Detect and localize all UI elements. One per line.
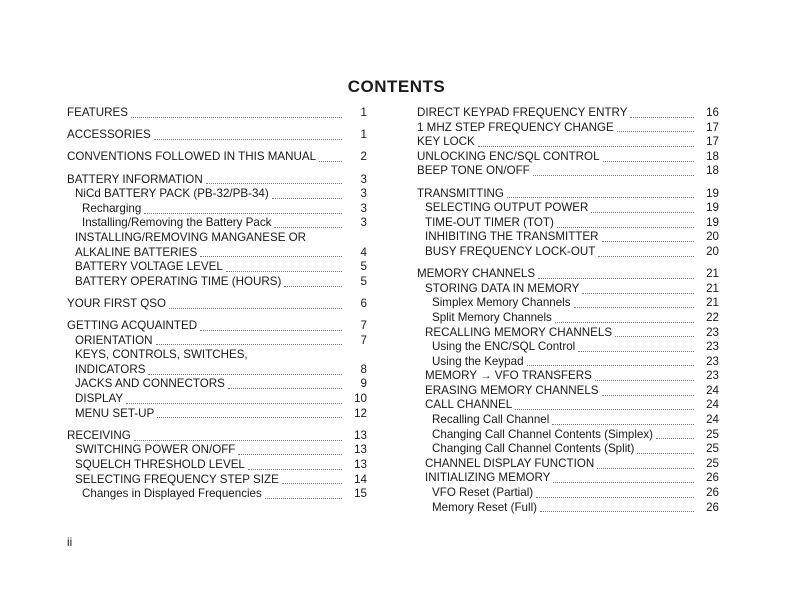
toc-entry-page: 13 <box>354 458 367 472</box>
toc-entry <box>417 135 719 150</box>
toc-entry <box>417 340 719 355</box>
toc-entry-title: Using the Keypad <box>432 354 524 368</box>
toc-entry <box>67 429 367 444</box>
toc-entry <box>67 187 367 202</box>
toc-entry-title: Recalling Call Channel <box>432 413 550 427</box>
toc-entry <box>67 319 367 334</box>
toc-entry-page: 20 <box>706 230 719 244</box>
toc-entry-page: 16 <box>706 106 719 119</box>
toc-entry-page: 19 <box>706 186 719 200</box>
dot-leader <box>274 219 342 228</box>
dot-leader <box>527 357 694 366</box>
dot-leader <box>226 263 342 272</box>
dot-leader <box>284 278 342 287</box>
dot-leader <box>582 285 694 294</box>
toc-entry-title: UNLOCKING ENC/SQL CONTROL <box>417 149 600 163</box>
toc-entry-title: INSTALLING/REMOVING MANGANESE OR <box>75 230 307 244</box>
toc-entry-title: CALL CHANNEL <box>425 398 513 412</box>
toc-entry-page: 25 <box>706 456 719 470</box>
toc-entry-title: Changes in Displayed Frequencies <box>82 487 262 501</box>
toc-entry-title: ORIENTATION <box>75 333 153 347</box>
dot-leader <box>615 328 694 337</box>
toc-entry <box>67 443 367 458</box>
toc-entry-page: 15 <box>354 487 367 501</box>
page-number: ii <box>67 536 73 549</box>
dot-leader <box>591 204 694 213</box>
toc-entry <box>417 326 719 341</box>
dot-leader <box>200 322 342 331</box>
dot-leader <box>574 299 694 308</box>
dot-leader <box>251 352 342 360</box>
toc-entry-page: 24 <box>706 383 719 397</box>
toc-entry <box>417 384 719 399</box>
toc-entry-title: FEATURES <box>67 106 128 119</box>
page-title: CONTENTS <box>347 77 446 96</box>
toc-entry-page: 21 <box>706 267 719 281</box>
toc-entry <box>417 442 719 457</box>
toc-entry <box>417 187 719 202</box>
toc-entry-title: DIRECT KEYPAD FREQUENCY ENTRY <box>417 106 628 119</box>
toc-entry-title: NiCd BATTERY PACK (PB-32/PB-34) <box>75 187 269 201</box>
toc-entry-page: 23 <box>706 354 719 368</box>
toc-entry-page: 8 <box>360 362 367 376</box>
toc-entry <box>67 260 367 275</box>
toc-entry <box>417 121 719 136</box>
dot-leader <box>597 460 694 469</box>
toc-entry-title: RECALLING MEMORY CHANNELS <box>425 325 613 339</box>
dot-leader <box>126 395 342 404</box>
toc-entry <box>67 150 367 165</box>
dot-leader <box>157 409 342 418</box>
toc-entry-title: SELECTING OUTPUT POWER <box>425 201 589 215</box>
dot-leader <box>553 474 694 483</box>
dot-leader <box>552 416 694 425</box>
toc-entry-title: DISPLAY <box>75 392 124 406</box>
toc-entry <box>67 173 367 188</box>
dot-leader <box>536 489 694 498</box>
toc-entry-page: 3 <box>360 216 367 230</box>
toc-entry-title: Recharging <box>82 201 142 215</box>
toc-entry <box>67 348 367 363</box>
toc-entry <box>417 457 719 472</box>
toc-entry <box>67 106 367 121</box>
toc-entry-title: Using the ENC/SQL Control <box>432 340 576 354</box>
toc-entry-page: 5 <box>360 274 367 288</box>
dot-leader <box>478 138 694 147</box>
toc-entry-page: 23 <box>706 340 719 354</box>
toc-entry <box>417 471 719 486</box>
dot-leader <box>144 205 342 214</box>
toc-entry-page: 18 <box>706 149 719 163</box>
toc-entry <box>67 334 367 349</box>
toc-entry-page: 26 <box>706 500 719 514</box>
dot-leader <box>540 503 694 512</box>
toc-entry-page: 18 <box>706 164 719 178</box>
toc-entry-title: 1 MHZ STEP FREQUENCY CHANGE <box>417 120 614 134</box>
toc-entry <box>417 150 719 165</box>
toc-entry-title: ACCESSORIES <box>67 128 151 142</box>
dot-leader <box>656 430 694 439</box>
toc-entry-title: STORING DATA IN MEMORY <box>425 281 580 295</box>
toc-entry-title: Changing Call Channel Contents (Simplex) <box>432 427 654 441</box>
toc-entry <box>417 245 719 260</box>
toc-entry-title: INHIBITING THE TRANSMITTER <box>425 230 599 244</box>
toc-entry <box>67 363 367 378</box>
toc-entry-page: 17 <box>706 135 719 149</box>
toc-entry-page: 5 <box>360 260 367 274</box>
toc-entry-title: INITIALIZING MEMORY <box>425 471 551 485</box>
toc-entry-title: GETTING ACQUAINTED <box>67 319 198 333</box>
dot-leader <box>148 366 342 375</box>
dot-leader <box>228 380 342 389</box>
toc-entry <box>67 231 367 246</box>
toc-entry <box>417 369 719 384</box>
toc-entry-title: Split Memory Channels <box>432 310 552 324</box>
toc-entry <box>67 297 367 312</box>
dot-leader <box>515 401 694 410</box>
toc-entry <box>67 128 367 143</box>
toc-entry-page: 1 <box>360 128 367 142</box>
toc-entry-title: BATTERY INFORMATION <box>67 172 203 186</box>
toc-entry <box>417 201 719 216</box>
toc-entry-title: VFO Reset (Partial) <box>432 486 534 500</box>
dot-leader <box>282 475 342 484</box>
toc-entry-page: 17 <box>706 120 719 134</box>
toc-entry-title: Changing Call Channel Contents (Split) <box>432 442 635 456</box>
toc-entry <box>67 392 367 407</box>
toc-entry-page: 20 <box>706 244 719 258</box>
toc-entry-page: 7 <box>360 333 367 347</box>
toc-entry-title: BEEP TONE ON/OFF <box>417 164 530 178</box>
toc-entry-page: 2 <box>360 150 367 164</box>
toc-entry-page: 7 <box>360 319 367 333</box>
toc-entry-title: YOUR FIRST QSO <box>67 296 166 310</box>
dot-leader <box>206 175 342 184</box>
toc-entry-title: CHANNEL DISPLAY FUNCTION <box>425 456 595 470</box>
dot-leader <box>555 314 694 323</box>
toc-entry-title: KEYS, CONTROLS, SWITCHES, <box>75 348 248 362</box>
toc-entry <box>417 355 719 370</box>
toc-entry <box>67 377 367 392</box>
toc-entry <box>417 486 719 501</box>
toc-entry <box>67 487 367 502</box>
toc-entry-page: 23 <box>706 369 719 383</box>
toc-entry-title: SELECTING FREQUENCY STEP SIZE <box>75 472 279 486</box>
toc-entry <box>417 296 719 311</box>
toc-entry-title: SWITCHING POWER ON/OFF <box>75 443 236 457</box>
toc-entry-page: 3 <box>360 187 367 201</box>
toc-entry <box>417 501 719 516</box>
toc-entry <box>417 164 719 179</box>
toc-entry <box>67 473 367 488</box>
dot-leader <box>248 461 342 470</box>
toc-entry-page: 13 <box>354 443 367 457</box>
toc-entry-page: 9 <box>360 377 367 391</box>
dot-leader <box>602 387 694 396</box>
dot-leader <box>131 109 342 118</box>
toc-entry-title: CONVENTIONS FOLLOWED IN THIS MANUAL <box>67 150 317 164</box>
dot-leader <box>507 189 694 198</box>
toc-entry-title: Memory Reset (Full) <box>432 500 538 514</box>
toc-entry <box>67 202 367 217</box>
dot-leader <box>156 336 342 345</box>
toc-entry-title: SQUELCH THRESHOLD LEVEL <box>75 458 245 472</box>
toc-entry-title: MEMORY → VFO TRANSFERS <box>425 369 592 383</box>
toc-entry-title: Simplex Memory Channels <box>432 296 571 310</box>
dot-leader <box>595 372 694 381</box>
toc-entry-page: 26 <box>706 471 719 485</box>
toc-entry-page: 24 <box>706 413 719 427</box>
toc-entry-page: 6 <box>360 296 367 310</box>
toc-entry-title: RECEIVING <box>67 428 131 442</box>
toc-entry <box>417 230 719 245</box>
toc-entry-page: 19 <box>706 201 719 215</box>
toc-entry-page: 1 <box>360 106 367 119</box>
toc-entry <box>417 216 719 231</box>
toc-entry-page: 21 <box>706 281 719 295</box>
toc-entry <box>417 428 719 443</box>
toc-entry-page: 3 <box>360 201 367 215</box>
toc-entry <box>67 275 367 290</box>
toc-entry-title: INDICATORS <box>75 362 146 376</box>
dot-leader <box>319 153 342 162</box>
toc-entry-title: KEY LOCK <box>417 135 475 149</box>
dot-leader <box>598 248 694 257</box>
toc-entry-page: 21 <box>706 296 719 310</box>
toc-entry-page: 10 <box>354 392 367 406</box>
toc-entry-title: JACKS AND CONNECTORS <box>75 377 225 391</box>
dot-leader <box>603 153 694 162</box>
toc-entry <box>417 106 719 121</box>
toc-entry <box>67 216 367 231</box>
dot-leader <box>617 123 694 132</box>
toc-entry-page: 3 <box>360 172 367 186</box>
toc-entry-title: TRANSMITTING <box>417 186 504 200</box>
dot-leader <box>578 343 694 352</box>
toc-entry-title: ERASING MEMORY CHANNELS <box>425 383 599 397</box>
toc-entry <box>67 246 367 261</box>
toc-entry <box>417 413 719 428</box>
dot-leader <box>272 190 342 199</box>
toc-entry-page: 22 <box>706 310 719 324</box>
toc-entry-page: 23 <box>706 325 719 339</box>
toc-left-column <box>67 106 367 502</box>
dot-leader <box>238 446 342 455</box>
toc-entry <box>67 458 367 473</box>
toc-right-column <box>417 106 719 515</box>
toc-entry-title: Installing/Removing the Battery Pack <box>82 216 272 230</box>
toc-entry <box>417 398 719 413</box>
toc-entry-page: 25 <box>706 427 719 441</box>
dot-leader <box>637 445 694 454</box>
toc-entry-page: 19 <box>706 215 719 229</box>
dot-leader <box>200 248 342 257</box>
toc-entry-page: 26 <box>706 486 719 500</box>
toc-entry-page: 14 <box>354 472 367 486</box>
dot-leader <box>134 432 342 441</box>
toc-entry <box>67 407 367 422</box>
toc-entry-page: 25 <box>706 442 719 456</box>
toc-entry-page: 4 <box>360 245 367 259</box>
toc-entry <box>417 311 719 326</box>
toc-entry-title: MEMORY CHANNELS <box>417 267 536 281</box>
dot-leader <box>602 233 695 242</box>
toc-entry-page: 24 <box>706 398 719 412</box>
dot-leader <box>557 219 694 228</box>
dot-leader <box>154 131 342 140</box>
toc-entry-title: MENU SET-UP <box>75 406 155 420</box>
dot-leader <box>533 167 694 176</box>
toc-entry-title: BATTERY VOLTAGE LEVEL <box>75 260 223 274</box>
dot-leader <box>169 300 342 309</box>
toc-entry <box>417 267 719 282</box>
toc-entry-title: TIME-OUT TIMER (TOT) <box>425 215 554 229</box>
toc-entry <box>417 282 719 297</box>
toc-entry-page: 12 <box>354 406 367 420</box>
toc-entry-title: BATTERY OPERATING TIME (HOURS) <box>75 274 282 288</box>
toc-entry-title: BUSY FREQUENCY LOCK-OUT <box>425 244 596 258</box>
dot-leader <box>630 109 694 118</box>
dot-leader <box>538 270 694 279</box>
dot-leader <box>309 234 342 242</box>
toc-entry-title: ALKALINE BATTERIES <box>75 245 198 259</box>
toc-entry-page: 13 <box>354 428 367 442</box>
dot-leader <box>265 490 342 499</box>
